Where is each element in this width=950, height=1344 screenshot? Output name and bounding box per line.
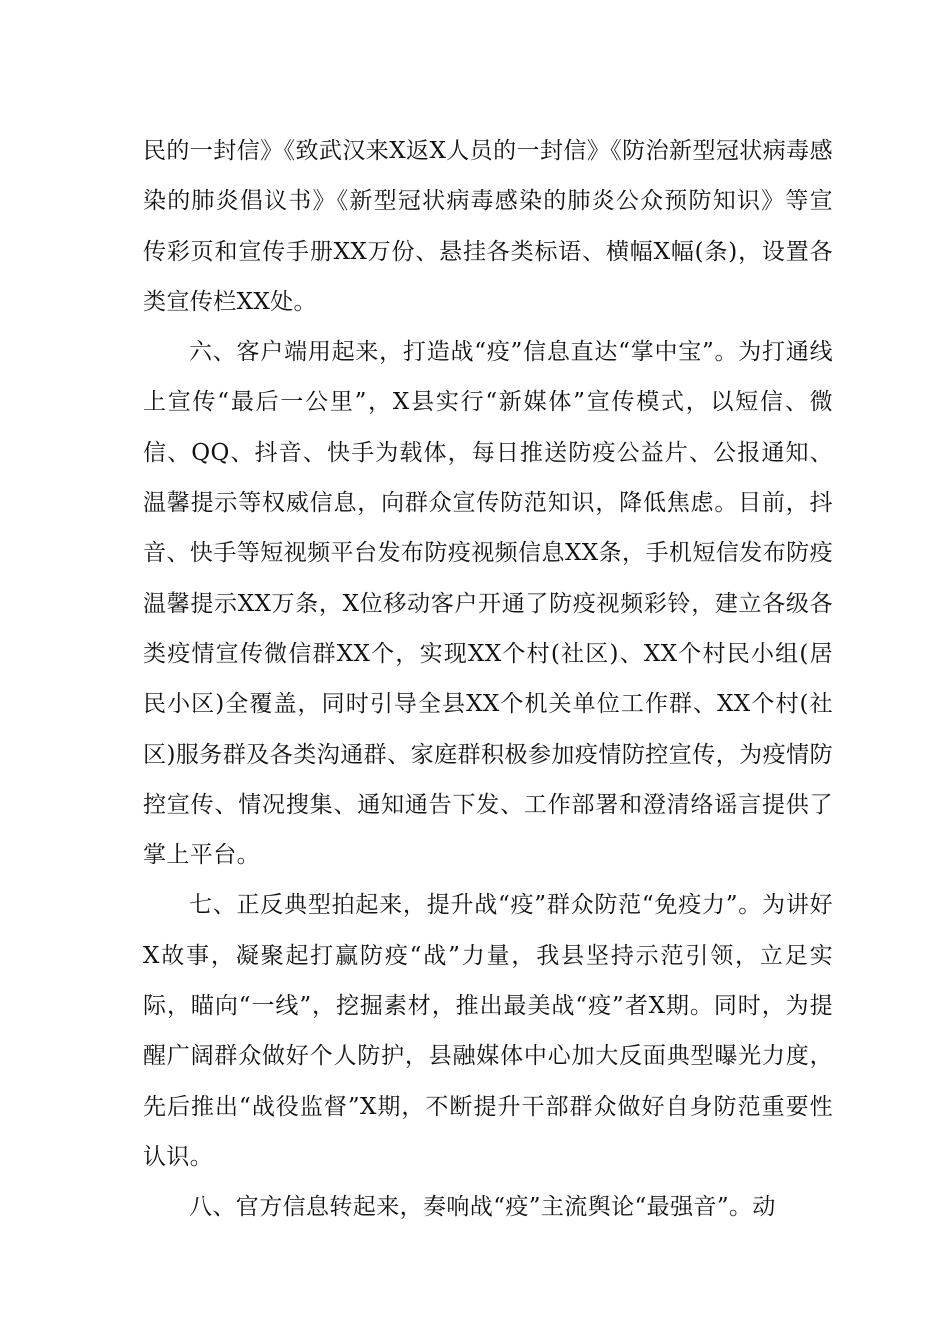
document-body (143, 126, 833, 1233)
paragraph-section-8: 八、官方信息转起来，奏响战“疫”主流舆论“最强音”。动 (189, 1194, 776, 1221)
paragraph-continuation: 民的一封信》《致武汉来X返X人员的一封信》《防治新型冠状病毒感染的肺炎倡议书》《新型冠状病毒感染的肺炎公众预防知识》等宣传彩页和宣传手册XX万份、悬挂各类标语、横幅X幅(条)，设置各类宣传栏XX处。 (143, 138, 833, 315)
paragraph-section-7: 七、正反典型拍起来，提升战“疫”群众防范“免疫力”。为讲好X故事，凝聚起打赢防疫“战”力量，我县坚持示范引领，立足实际，瞄向“一线”，挖掘素材，推出最美战“疫”者X期。同时，为提醒广阔群众做好个人防护，县融媒体中心加大反面典型曝光力度，先后推出“战役监督”X期，不断提升干部群众做好自身防范重要性认识。 (143, 892, 833, 1170)
paragraph-section-6: 六、客户端用起来，打造战“疫”信息直达“掌中宝”。为打通线上宣传“最后一公里”，X县实行“新媒体”宣传模式，以短信、微信、QQ、抖音、快手为载体，每日推送防疫公益片、公报通知、温馨提示等权威信息，向群众宣传防范知识，降低焦虑。目前，抖音、快手等短视频平台发布防疫视频信息XX条，手机短信发布防疫温馨提示XX万条，X位移动客户开通了防疫视频彩铃，建立各级各类疫情宣传微信群XX个，实现XX个村(社区)、XX个村民小组(居民小区)全覆盖，同时引导全县XX个机关单位工作群、XX个村(社区)服务群及各类沟通群、家庭群积极参加疫情防控宣传，为疫情防控宣传、情况搜集、通知通告下发、工作部署和澄清络谣言提供了掌上平台。 (143, 339, 833, 869)
